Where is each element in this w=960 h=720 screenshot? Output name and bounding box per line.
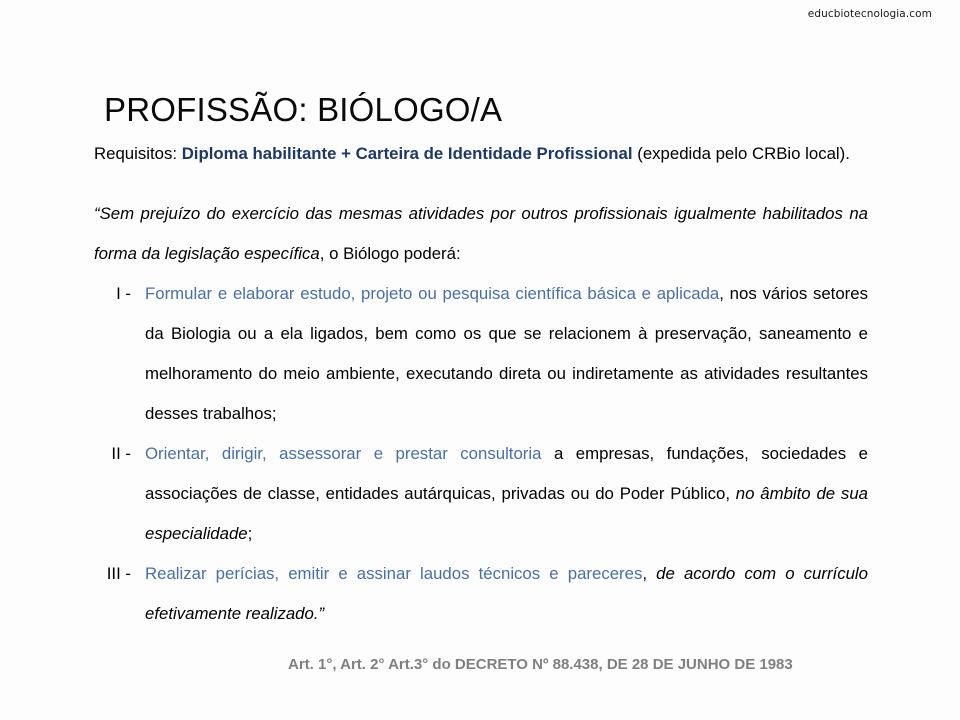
- requirements-paragraph: [94, 134, 868, 174]
- list-item: [94, 434, 868, 554]
- list-item: [94, 554, 868, 634]
- requirements-label: Requisitos:: [94, 144, 182, 163]
- list-item-number: III -: [106, 564, 131, 583]
- list-item-text: ,: [642, 564, 657, 583]
- source-citation: Art. 1°, Art. 2° Art.3° do DECRETO Nº 88.438, DE 28 DE JUNHO DE 1983: [288, 656, 793, 673]
- quote-italic-text: “Sem prejuízo do exercício das mesmas atividades por outros profissionais igualmente habilitados na forma da legislação específica: [94, 204, 868, 263]
- list-item-highlight: Formular e elaborar estudo, projeto ou pesquisa científica básica e aplicada: [145, 284, 720, 303]
- page-title: PROFISSÃO: BIÓLOGO/A: [104, 91, 503, 129]
- list-item-suffix: ;: [247, 524, 253, 543]
- duties-list: [94, 274, 868, 634]
- list-item-number: I -: [116, 284, 131, 303]
- requirements-highlight: Diploma habilitante + Carteira de Identidade Profissional: [181, 144, 633, 163]
- list-item-number: II -: [111, 444, 131, 463]
- quote-paragraph: [94, 194, 868, 274]
- slide-body: [94, 134, 868, 634]
- quote-plain-text: , o Biólogo poderá:: [319, 244, 461, 263]
- list-item-highlight: Orientar, dirigir, assessorar e prestar consultoria: [145, 444, 542, 463]
- requirements-tail: (expedida pelo CRBio local).: [632, 144, 850, 163]
- list-item-italic: no âmbito de sua especialidade: [145, 484, 868, 543]
- site-watermark: educbiotecnologia.com: [807, 8, 932, 20]
- list-item-text: , nos vários setores da Biologia ou a ela ligados, bem como os que se relacionem à preservação, saneamento e melhoramento do meio ambiente, executando direta ou indiretamente as atividades resultantes desses trabalhos;: [145, 284, 868, 423]
- list-item-text: a empresas, fundações, sociedades e associações de classe, entidades autárquicas, privadas ou do Poder Público,: [145, 444, 869, 503]
- list-item-italic: de acordo com o currículo efetivamente realizado.”: [145, 564, 868, 623]
- list-item-highlight: Realizar perícias, emitir e assinar laudos técnicos e pareceres: [145, 564, 643, 583]
- list-item: [94, 274, 868, 434]
